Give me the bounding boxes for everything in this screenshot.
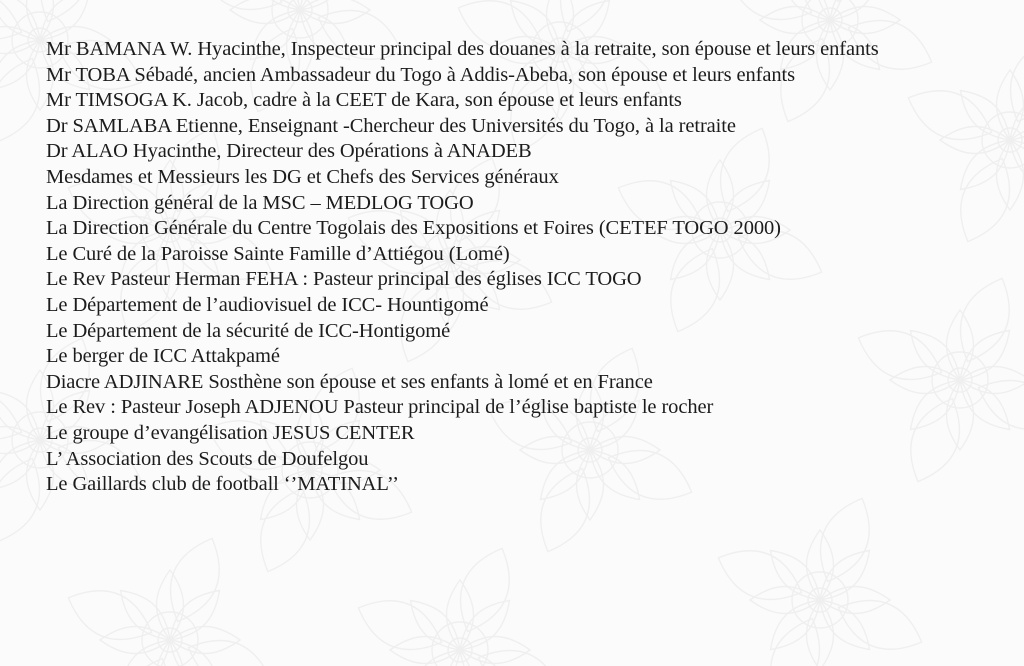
list-item: Le Gaillards club de football ‘’MATINAL’’ xyxy=(46,473,399,496)
list-item: Le Département de la sécurité de ICC-Hontigomé xyxy=(46,319,451,342)
list-item: Le Rev : Pasteur Joseph ADJENOU Pasteur principal de l’église baptiste le rocher xyxy=(46,396,714,419)
list-item: Le Curé de la Paroisse Sainte Famille d’Attiégou (Lomé) xyxy=(46,242,510,265)
list-item: Dr ALAO Hyacinthe, Directeur des Opérations à ANADEB xyxy=(46,140,532,163)
list-item: Mr TOBA Sébadé, ancien Ambassadeur du Togo à Addis-Abeba, son épouse et leurs enfants xyxy=(46,63,795,86)
list-item: Le berger de ICC Attakpamé xyxy=(46,345,280,368)
acknowledgement-list xyxy=(46,37,946,498)
list-item: La Direction Générale du Centre Togolais des Expositions et Foires (CETEF TOGO 2000) xyxy=(46,217,781,240)
list-item: Le Rev Pasteur Herman FEHA : Pasteur principal des églises ICC TOGO xyxy=(46,268,642,291)
list-item: Mesdames et Messieurs les DG et Chefs des Services généraux xyxy=(46,165,559,188)
list-item: Mr BAMANA W. Hyacinthe, Inspecteur principal des douanes à la retraite, son épouse et leurs enfants xyxy=(46,38,879,60)
list-item: Diacre ADJINARE Sosthène son épouse et ses enfants à lomé et en France xyxy=(46,370,653,393)
list-item: Le groupe d’evangélisation JESUS CENTER xyxy=(46,421,415,444)
list-item: Dr SAMLABA Etienne, Enseignant -Chercheur des Universités du Togo, à la retraite xyxy=(46,114,736,137)
list-item: Mr TIMSOGA K. Jacob, cadre à la CEET de Kara, son épouse et leurs enfants xyxy=(46,89,682,112)
list-item: L’ Association des Scouts de Doufelgou xyxy=(46,447,369,470)
list-item: La Direction général de la MSC – MEDLOG TOGO xyxy=(46,191,474,214)
list-item: Le Département de l’audiovisuel de ICC- Hountigomé xyxy=(46,293,489,316)
